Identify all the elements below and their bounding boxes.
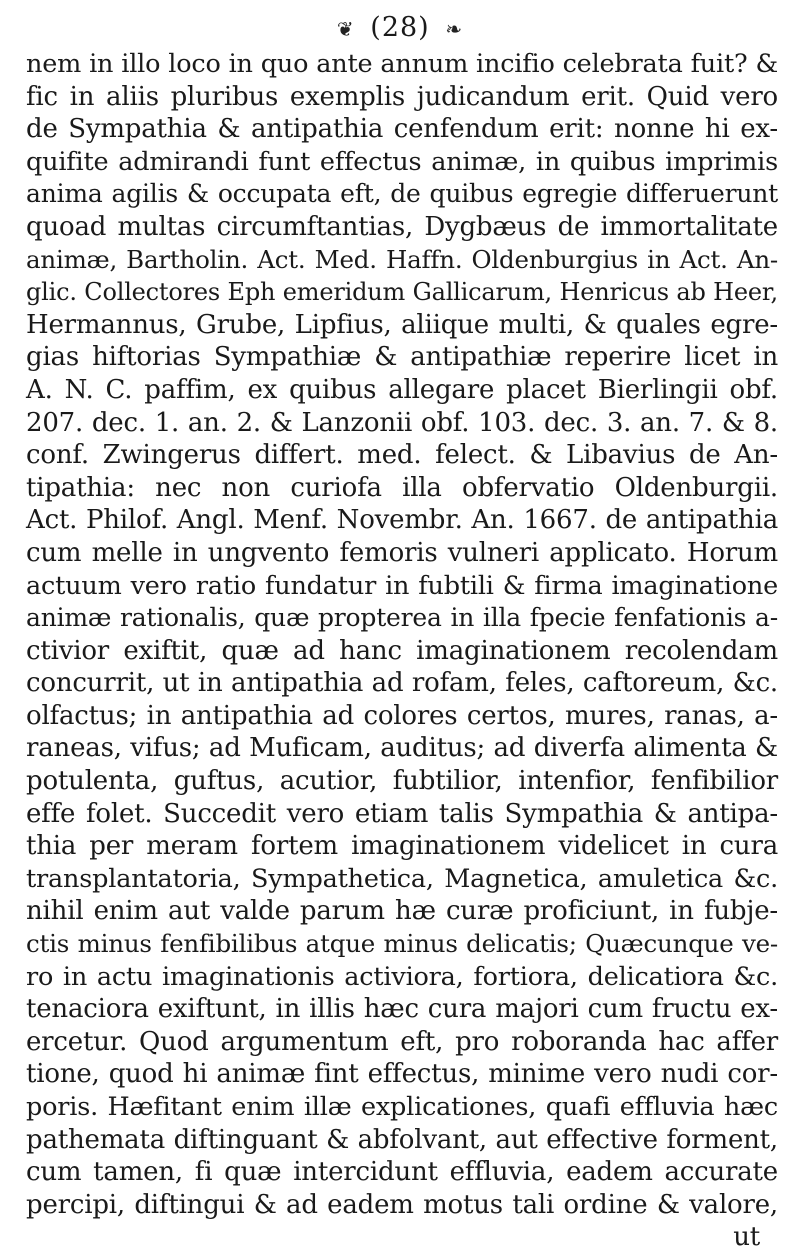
text-line: A. N. C. paffim, ex quibus allegare placet Bierlingii obf. <box>26 374 778 405</box>
text-line: transplantatoria, Sympathetica, Magnetica, amuletica &c. <box>26 863 778 894</box>
text-line: concurrit, ut in antipathia ad rofam, feles, caftoreum, &c. <box>26 668 778 699</box>
text-line: cum tamen, fi quæ intercidunt effluvia, eadem accurate <box>26 1157 778 1188</box>
text-line: anima agilis & occupata eft, de quibus egregie differuerunt <box>26 179 778 209</box>
text-line: ctis minus fenfibilibus atque minus delicatis; Quæcunque ve- <box>26 929 778 959</box>
text-line: Act. Philof. Angl. Menf. Novembr. An. 1667. de antipathia <box>26 505 778 536</box>
text-line: Hermannus, Grube, Lipfius, aliique multi, & quales egre- <box>26 309 778 340</box>
text-line: poris. Hæfitant enim illæ explicationes, quafi effluvia hæc <box>26 1092 778 1122</box>
text-line: thia per meram fortem imaginationem videlicet in cura <box>26 831 778 862</box>
text-line: 207. dec. 1. an. 2. & Lanzonii obf. 103. dec. 3. an. 7. & 8. <box>26 407 778 438</box>
text-line: tenaciora exiftunt, in illis hæc cura majori cum fructu ex- <box>26 994 778 1025</box>
text-body <box>26 48 778 1254</box>
left-ornament-icon: ❦ <box>336 16 355 41</box>
text-line: effe folet. Succedit vero etiam talis Sympathia & antipa- <box>26 798 778 829</box>
text-line: de Sympathia & antipathia cenfendum erit: nonne hi ex- <box>26 114 778 145</box>
text-line: raneas, vifus; ad Muficam, auditus; ad diverfa alimenta & <box>26 733 778 764</box>
text-line: tione, quod hi animæ fint effectus, minime vero nudi cor- <box>26 1059 778 1090</box>
text-line: ro in actu imaginationis activiora, fortiora, delicatiora &c. <box>26 961 778 992</box>
text-line: fic in aliis pluribus exemplis judicandum erit. Quid vero <box>26 81 778 112</box>
catchword: ut <box>733 1222 760 1253</box>
text-line: pathemata diftinguant & abfolvant, aut effective forment, <box>26 1124 778 1155</box>
text-line: glic. Collectores Eph emeridum Gallicarum, Henricus ab Heer, <box>26 278 778 307</box>
text-line: percipi, diftingui & ad eadem motus tali ordine & valore, <box>26 1189 778 1220</box>
text-line: animæ rationalis, quæ propterea in illa fpecie fenfationis a- <box>26 603 778 633</box>
text-line: cum melle in ungvento femoris vulneri applicato. Horum <box>26 537 778 568</box>
text-line: quifite admirandi funt effectus animæ, in quibus imprimis <box>26 146 778 177</box>
text-line: potulenta, guftus, acutior, fubtilior, intenfior, fenfibilior <box>26 766 778 797</box>
text-line: tipathia: nec non curiofa illa obfervatio Oldenburgii. <box>26 472 778 503</box>
text-line: olfactus; in antipathia ad colores certos, mures, ranas, a- <box>26 700 778 731</box>
page-number: (28) <box>370 12 430 43</box>
text-line: conf. Zwingerus differt. med. felect. & Libavius de An- <box>26 440 778 471</box>
text-line: quoad multas circumftantias, Dygbæus de immortalitate <box>26 211 778 242</box>
text-line: ctivior exiftit, quæ ad hanc imaginationem recolendam <box>26 635 778 666</box>
text-line: gias hiftorias Sympathiæ & antipathiæ reperire licet in <box>26 342 778 373</box>
page-header <box>0 12 800 45</box>
text-line: animæ, Bartholin. Act. Med. Haffn. Oldenburgius in Act. An- <box>26 244 778 274</box>
text-line: nem in illo loco in quo ante annum incifio celebrata fuit? & <box>26 49 778 79</box>
text-line: nihil enim aut valde parum hæ curæ proficiunt, in fubje- <box>26 896 778 927</box>
right-ornament-icon: ❧ <box>445 16 464 41</box>
text-line: ercetur. Quod argumentum eft, pro roboranda hac affer <box>26 1026 778 1057</box>
text-line: actuum vero ratio fundatur in fubtili & firma imaginatione <box>26 570 778 601</box>
catchword-line <box>26 1221 778 1254</box>
